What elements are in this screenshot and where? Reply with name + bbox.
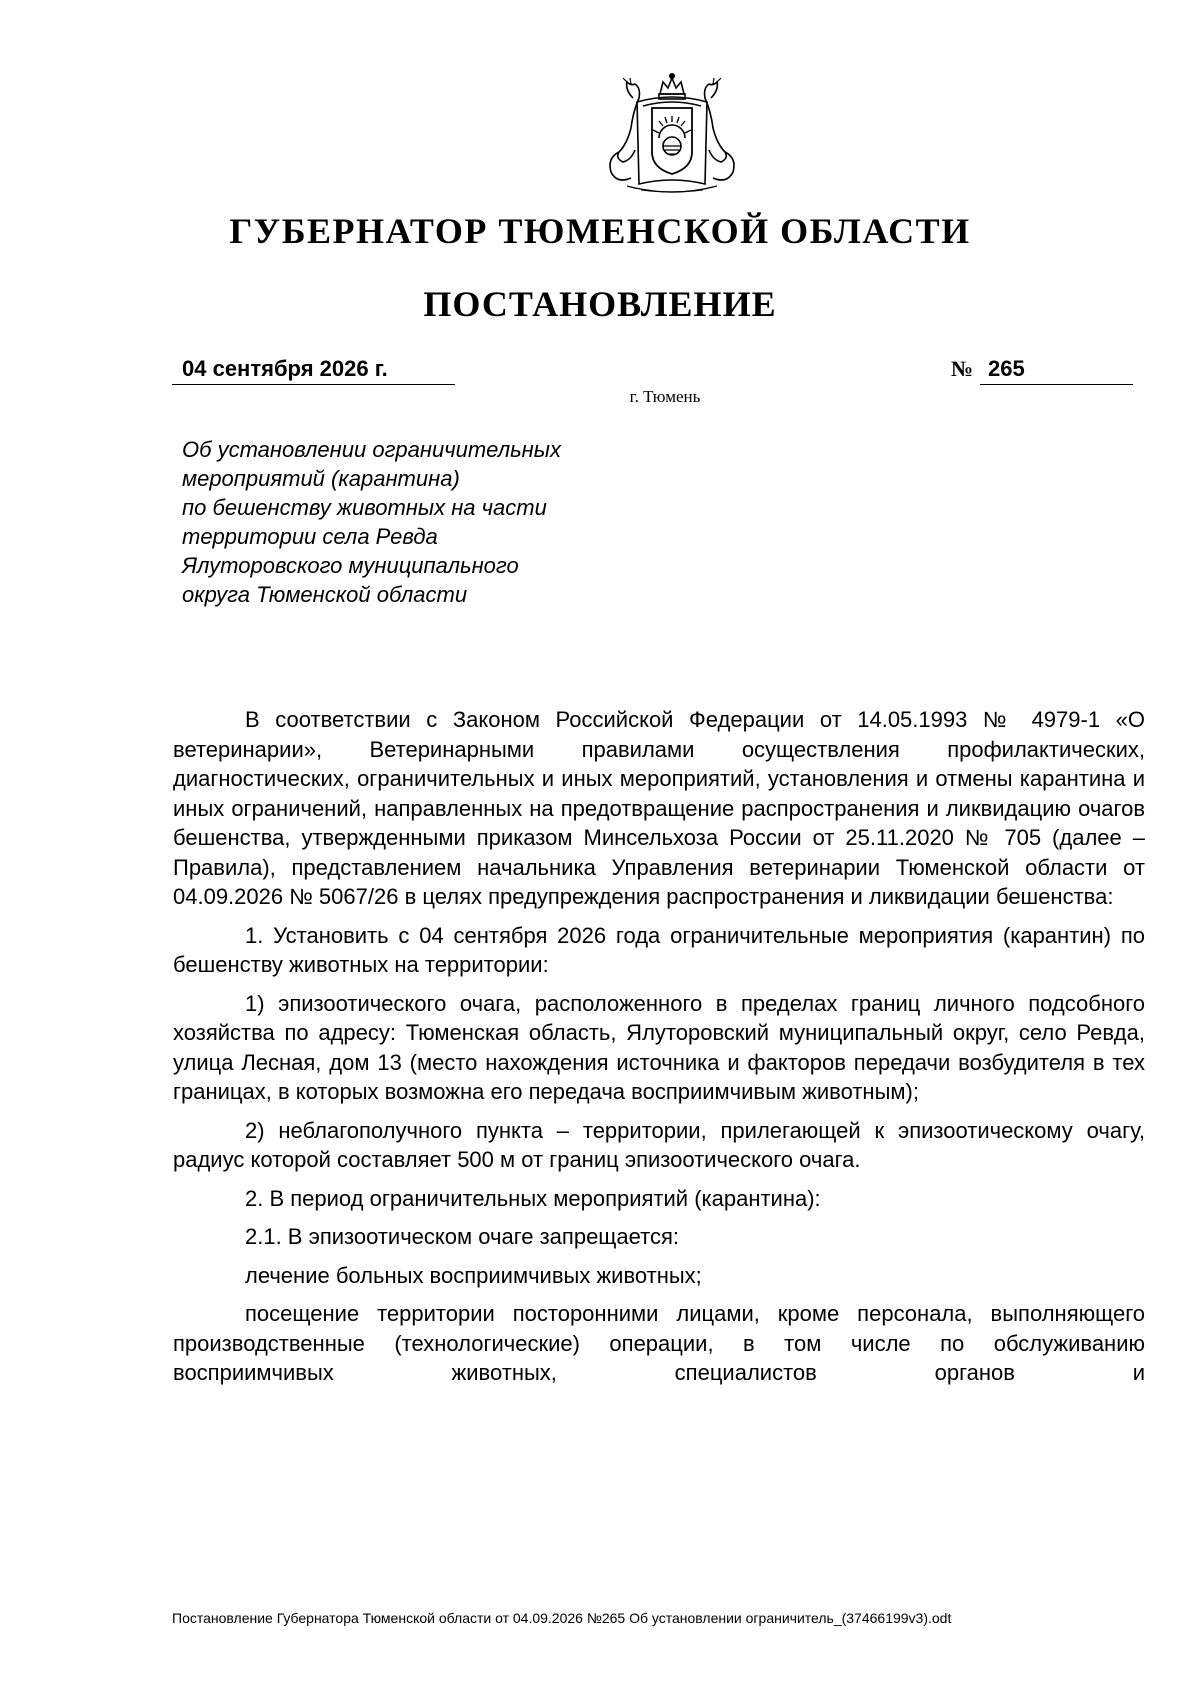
subject-line: мероприятий (карантина): [182, 466, 460, 491]
document-body: [173, 705, 1145, 1397]
body-paragraph: посещение территории посторонними лицами, кроме персонала, выполняющего производственные (технологические) операции, в том числе по обслуживанию восприимчивых животных, специалистов органов и: [173, 1301, 1145, 1385]
subject-line: территории села Ревда: [182, 524, 438, 549]
body-paragraph: 2) неблагополучного пункта – территории, прилегающей к эпизоотическому очагу, радиус которой составляет 500 м от границ эпизоотического очага.: [173, 1117, 1145, 1172]
subject-line: округа Тюменской области: [182, 582, 468, 607]
body-paragraph: 1. Установить с 04 сентября 2026 года ограничительные мероприятия (карантин) по бешенству животных на территории:: [173, 922, 1145, 977]
document-city: г. Тюмень: [629, 387, 701, 406]
subject-line: по бешенству животных на части: [182, 495, 547, 520]
body-paragraph: 1) эпизоотического очага, расположенного в пределах границ личного подсобного хозяйства по адресу: Тюменская область, Ялуторовский муниципальный округ, село Ревда, улица Лесная, дом 13 (место нахождения источника и факторов передачи возбудителя в тех границах, в которых возможна его передача восприимчивым животным);: [173, 990, 1145, 1104]
document-number: 265: [980, 355, 1133, 385]
subject-line: Об установлении ограничительных: [182, 437, 561, 462]
body-paragraph: В соответствии с Законом Российской Федерации от 14.05.1993 № 4979-1 «О ветеринарии», Ветеринарными правилами осуществления профилактических, диагностических, ограничительных и иных мероприятий, установления и отмены карантина и иных ограничений, направленных на предотвращение распространения и ликвидацию очагов бешенства, утвержденными приказом Минсельхоза России от 25.11.2020 № 705 (далее – Правила), представлением начальника Управления ветеринарии Тюменской области от 04.09.2026 № 5067/26 в целях предупреждения распространения и ликвидации бешенства:: [173, 707, 1145, 909]
body-paragraph: лечение больных восприимчивых животных;: [245, 1262, 702, 1288]
page-footer: Постановление Губернатора Тюменской области от 04.09.2026 №265 Об установлении ограничитель_(37466199v3).odt: [172, 1610, 952, 1626]
body-paragraph: 2. В период ограничительных мероприятий (карантина):: [245, 1185, 821, 1211]
document-subject: [182, 435, 662, 609]
body-paragraph: 2.1. В эпизоотическом очаге запрещается:: [245, 1224, 679, 1249]
document-date: 04 сентября 2026 г.: [172, 355, 455, 385]
document-type-title: ПОСТАНОВЛЕНИЕ: [423, 284, 777, 324]
number-label: №: [951, 356, 974, 381]
authority-title: ГУБЕРНАТОР ТЮМЕНСКОЙ ОБЛАСТИ: [229, 211, 971, 251]
coat-of-arms-icon: [597, 72, 747, 200]
subject-line: Ялуторовского муниципального: [182, 553, 519, 578]
